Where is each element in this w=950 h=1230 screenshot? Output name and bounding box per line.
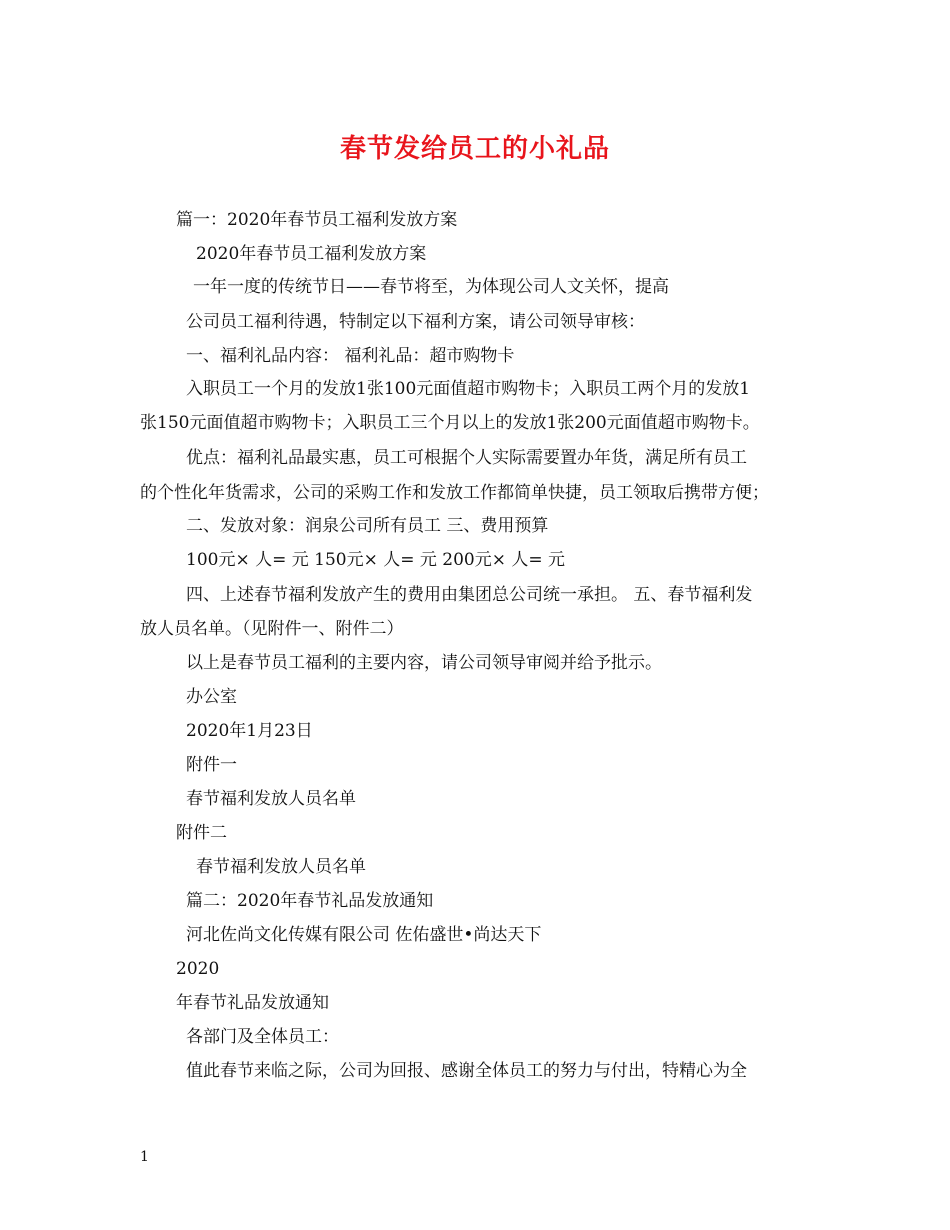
paragraph-line: 优点：福利礼品最实惠，员工可根据个人实际需要置办年货，满足所有员工 [186,448,747,468]
attachment-label: 附件二 [176,823,227,843]
salutation: 各部门及全体员工： [186,1027,339,1047]
attachment-title: 春节福利发放人员名单 [186,789,356,809]
paragraph-line: 一、福利礼品内容： 福利礼品：超市购物卡 [186,346,515,366]
paragraph-line: 入职员工一个月的发放1张100元面值超市购物卡；入职员工两个月的发放1 [186,379,751,399]
section-heading-2: 篇二：2020年春节礼品发放通知 [186,891,434,911]
paragraph-line: 放人员名单。（见附件一、附件二） [140,619,404,639]
paragraph-line: 值此春节来临之际，公司为回报、感谢全体员工的努力与付出，特精心为全 [186,1061,747,1081]
paragraph-line: 一年一度的传统节日——春节将至，为体现公司人文关怀，提高 [193,277,669,297]
paragraph-line: 的个性化年货需求，公司的采购工作和发放工作都简单快捷，员工领取后携带方便； [140,483,769,503]
section-heading-1: 篇一：2020年春节员工福利发放方案 [176,210,458,230]
paragraph-line: 二、发放对象：润泉公司所有员工 三、费用预算 [186,516,549,536]
signature-date: 2020年1月23日 [186,721,313,741]
signature-department: 办公室 [186,687,237,707]
paragraph-line: 张150元面值超市购物卡；入职员工三个月以上的发放1张200元面值超市购物卡。 [140,413,760,433]
document-title: 春节发给员工的小礼品 [339,134,610,164]
attachment-title: 春节福利发放人员名单 [196,857,366,877]
page-number: 1 [140,1149,149,1165]
paragraph-line: 公司员工福利待遇，特制定以下福利方案，请公司领导审核： [186,312,645,332]
notice-year: 2020 [176,959,220,979]
subheading: 2020年春节员工福利发放方案 [196,244,427,264]
paragraph-line: 以上是春节员工福利的主要内容，请公司领导审阅并给予批示。 [186,653,662,673]
paragraph-line: 四、上述春节福利发放产生的费用由集团总公司统一承担。 五、春节福利发 [186,585,753,605]
company-line: 河北佐尚文化传媒有限公司 佐佑盛世•尚达天下 [186,925,542,945]
notice-title: 年春节礼品发放通知 [176,993,329,1013]
budget-line: 100元× 人= 元 150元× 人= 元 200元× 人= 元 [186,550,566,570]
attachment-label: 附件一 [186,755,237,775]
